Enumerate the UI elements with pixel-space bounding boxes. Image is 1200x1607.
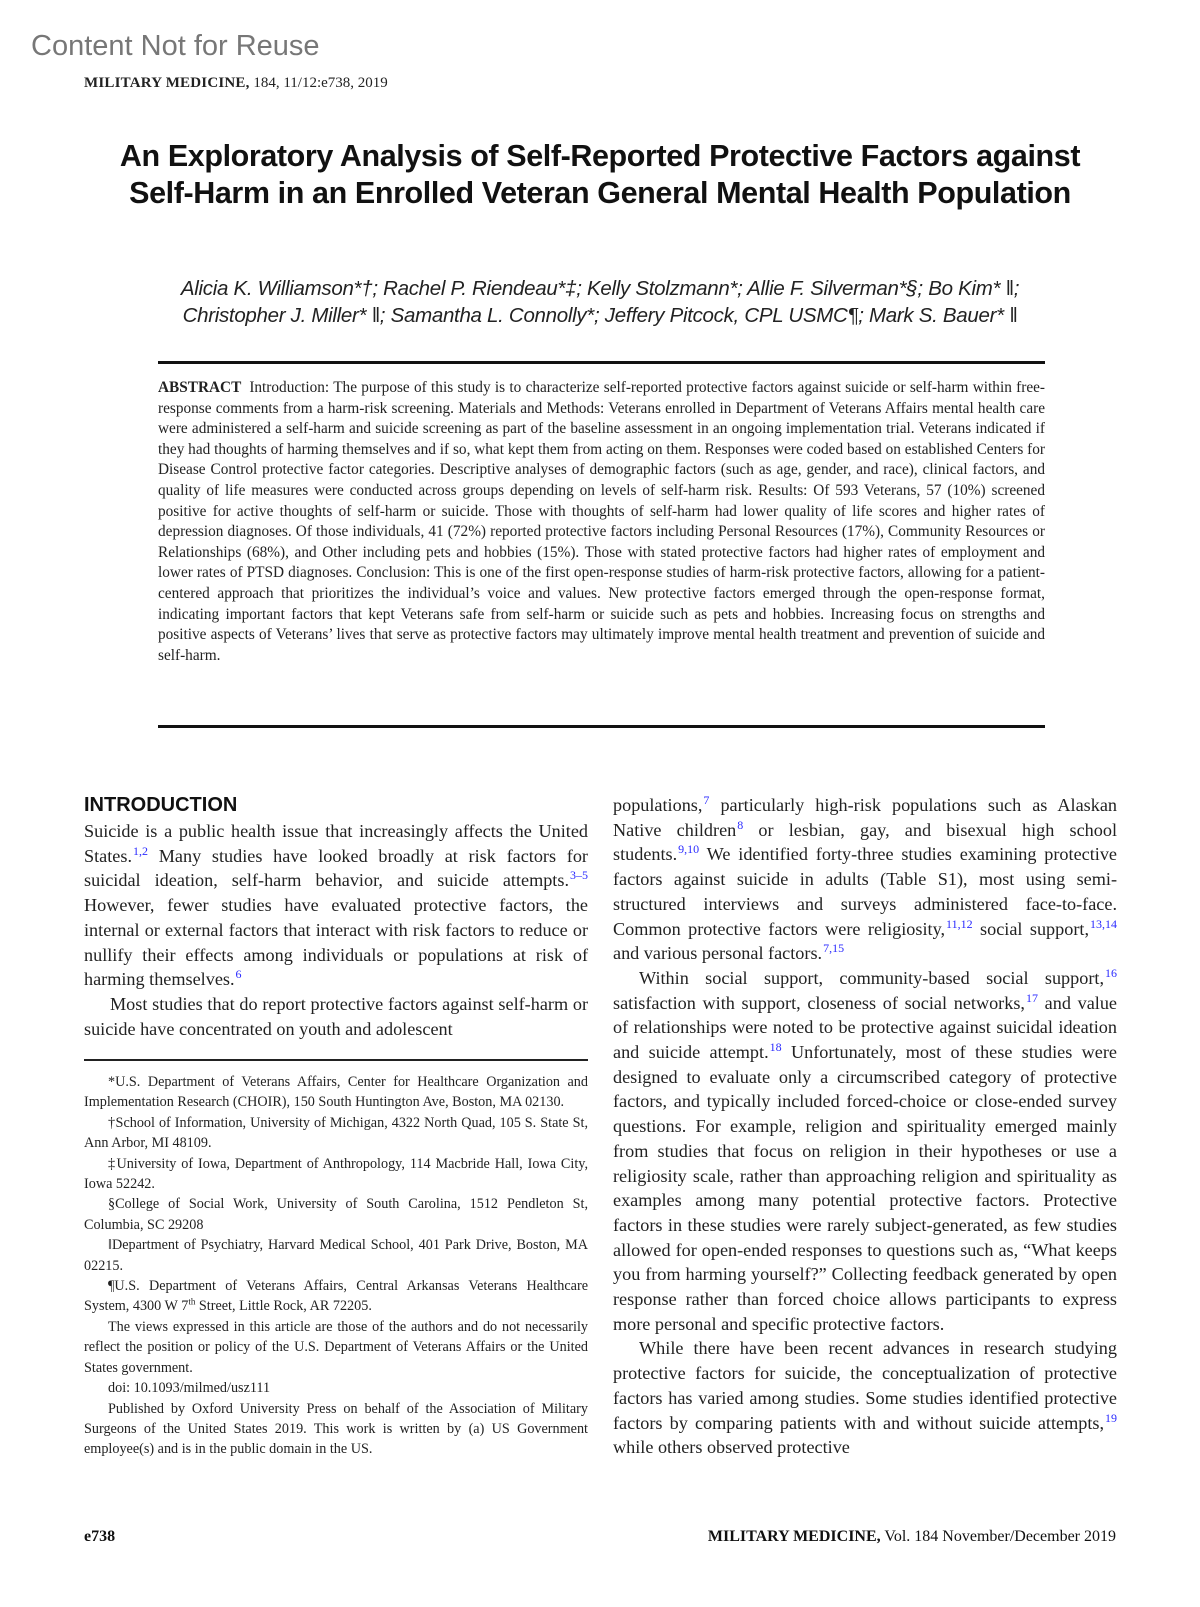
text-run: Within social support, community-based social support, <box>639 967 1104 988</box>
text-run: while others observed protective <box>613 1437 850 1458</box>
author-list <box>110 275 1090 329</box>
intro-paragraph-1 <box>84 819 588 992</box>
text-run: Street, Little Rock, AR 72205. <box>195 1298 372 1315</box>
author-line-1: Alicia K. Williamson*†; Rachel P. Riendeau*‡; Kelly Stolzmann*; Allie F. Silverman*§; Bo Kim* ‖; <box>180 277 1020 300</box>
reference-link[interactable]: 11,12 <box>946 916 973 931</box>
affiliation-footnote <box>84 1276 588 1317</box>
text-run: satisfaction with support, closeness of social networks, <box>613 992 1025 1013</box>
citation: 184, 11/12:e738, 2019 <box>253 75 388 91</box>
intro-paragraph-2-start: Most studies that do report protective factors against self-harm or suicide have concentrated on youth and adolescent <box>84 993 588 1039</box>
page-number: e738 <box>84 1528 116 1545</box>
text-run: ¶U.S. Department of Veterans Affairs, Central Arkansas Veterans Healthcare System, 4300 W 7 <box>84 1278 588 1315</box>
reference-link[interactable]: 13,14 <box>1090 916 1117 931</box>
footnote-rule <box>84 1059 588 1061</box>
abstract <box>158 378 1045 666</box>
running-head <box>84 75 388 92</box>
disclaimer-footnote: The views expressed in this article are those of the authors and do not necessarily reflect the position or policy of the U.S. Department of Veterans Affairs or the United States government. <box>84 1318 588 1376</box>
reference-link[interactable]: 18 <box>769 1040 782 1055</box>
doi-footnote[interactable]: doi: 10.1093/milmed/usz111 <box>108 1380 271 1397</box>
reference-link[interactable]: 1,2 <box>133 843 148 858</box>
reference-link[interactable]: 3–5 <box>570 868 588 883</box>
footnotes <box>84 1072 588 1460</box>
author-line-2: Christopher J. Miller* ‖; Samantha L. Connolly*; Jeffery Pitcock, CPL USMC¶; Mark S. Bauer* ‖ <box>182 304 1018 327</box>
reference-link[interactable]: 8 <box>737 817 744 832</box>
section-heading-introduction: INTRODUCTION <box>84 794 238 816</box>
intro-paragraph-2-cont <box>613 793 1117 966</box>
text-run: However, fewer studies have evaluated protective factors, the internal or external factors that interact with risk factors to reduce or nullify their effects among individuals or populations at risk of harming themselves. <box>84 895 588 990</box>
reference-link[interactable]: 17 <box>1025 990 1038 1005</box>
affiliation-footnote: ‖Department of Psychiatry, Harvard Medical School, 401 Park Drive, Boston, MA 02215. <box>84 1237 588 1274</box>
affiliation-footnote: §College of Social Work, University of South Carolina, 1512 Pendleton St, Columbia, SC 29208 <box>84 1196 588 1233</box>
abstract-bottom-rule <box>158 725 1045 728</box>
text-run: populations, <box>613 795 703 815</box>
superscript: th <box>188 1296 196 1307</box>
footer-issue: Vol. 184 November/December 2019 <box>880 1528 1116 1545</box>
intro-paragraph-4 <box>613 1336 1117 1460</box>
text-run: social support, <box>972 918 1089 939</box>
text-run: and various personal factors. <box>613 943 823 964</box>
journal-name: MILITARY MEDICINE, <box>84 75 250 91</box>
text-run: and value of relationships were noted to be protective against suicidal ideation and suicide attempt. <box>613 992 1117 1063</box>
intro-paragraph-3 <box>613 966 1117 1337</box>
abstract-text: Introduction: The purpose of this study is to characterize self-reported protective factors against suicide or self-harm within free-response comments from a harm-risk screening. Materials and Methods: Veterans enrolled in Department of Veterans Affairs mental health care were administered a self-harm and suicide screening as part of the baseline assessment in an ongoing implementation trial. Veterans indicated if they had thoughts of harming themselves and if so, what kept them from acting on them. Responses were coded based on established Centers for Disease Control protective factor categories. Descriptive analyses of demographic factors (such as age, gender, and race), clinical factors, and quality of life measures were conducted across groups depending on levels of self-harm risk. Results: Of 593 Veterans, 57 (10%) screened positive for active thoughts of self-harm or suicide. Those with thoughts of self-harm had lower quality of life scores and higher rates of depression diagnoses. Of those individuals, 41 (72%) reported protective factors including Personal Resources (17%), Community Resources or Relationships (68%), and Other including pets and hobbies (15%). Those with stated protective factors had higher rates of employment and lower rates of PTSD diagnoses. Conclusion: This is one of the first open-response studies of harm-risk protective factors, allowing for a patient-centered approach that prioritizes the individual’s voice and values. New protective factors emerged through the open-response format, indicating important factors that kept Veterans safe from self-harm or suicide such as pets and hobbies. Increasing focus on strengths and positive aspects of Veterans’ lives that serve as protective factors may ultimately improve mental health treatment and prevention of suicide and self-harm. <box>158 379 1045 664</box>
text-run: Many studies have looked broadly at risk factors for suicidal ideation, self-harm behavior, and suicide attempts. <box>84 845 588 891</box>
reference-link[interactable]: 16 <box>1105 965 1117 980</box>
affiliation-footnote: †School of Information, University of Michigan, 4322 North Quad, 105 S. State St, Ann Arbor, MI 48109. <box>84 1114 588 1152</box>
reference-link[interactable]: 9,10 <box>678 842 700 857</box>
watermark: Content Not for Reuse <box>31 30 320 62</box>
left-column <box>84 793 588 1041</box>
reference-link[interactable]: 19 <box>1105 1410 1117 1425</box>
abstract-top-rule <box>158 361 1045 364</box>
affiliation-footnote: ‡University of Iowa, Department of Anthropology, 114 Macbride Hall, Iowa City, Iowa 52242. <box>84 1155 588 1193</box>
affiliation-footnote: *U.S. Department of Veterans Affairs, Center for Healthcare Organization and Implementation Research (CHOIR), 150 South Huntington Ave, Boston, MA 02130. <box>84 1074 588 1111</box>
text-run: While there have been recent advances in research studying protective factors for suicide, the conceptualization of protective factors has varied among studies. Some studies identified protective factors by comparing patients with and without suicide attempts, <box>613 1338 1117 1433</box>
footer-journal-name: MILITARY MEDICINE, <box>707 1528 881 1545</box>
publisher-footnote: Published by Oxford University Press on behalf of the Association of Military Surgeons of the United States 2019. This work is written by (a) US Government employee(s) and is in the public domain in the US. <box>84 1400 588 1458</box>
right-column <box>613 793 1117 1460</box>
article-title: An Exploratory Analysis of Self-Reported Protective Factors against Self-Harm in an Enrolled Veteran General Mental Health Population <box>119 139 1081 210</box>
reference-link[interactable]: 7,15 <box>823 941 845 956</box>
text-run: or lesbian, gay, and bisexual high school students. <box>613 819 1117 865</box>
text-run: We identified forty-three studies examining protective factors against suicide in adults (Table S1), most using semi-structured interviews and surveys administered face-to-face. Common protective factors were religiosity, <box>613 844 1117 939</box>
reference-link[interactable]: 6 <box>235 967 242 982</box>
text-run: particularly high-risk populations such as Alaskan Native children <box>613 795 1117 840</box>
text-run: Unfortunately, most of these studies were designed to evaluate only a circumscribed category of protective factors, and typically included forced-choice or close-ended survey questions. For example, religion and spirituality emerged mainly from studies that focus on religion in their hypotheses or use a religiosity scale, rather than approaching religion and spirituality as examples among many potential protective factors. Protective factors in these studies were rarely subject-generated, as few studies allowed for open-ended responses to questions such as, “What keeps you from harming yourself?” Collecting feedback generated by open response rather than forced choice allows participants to express more personal and specific protective factors. <box>613 1042 1117 1334</box>
abstract-label: ABSTRACT <box>158 379 242 396</box>
text-run: Suicide is a public health issue that increasingly affects the United States. <box>84 821 588 866</box>
reference-link[interactable]: 7 <box>703 793 710 807</box>
footer-journal <box>708 1528 1116 1546</box>
